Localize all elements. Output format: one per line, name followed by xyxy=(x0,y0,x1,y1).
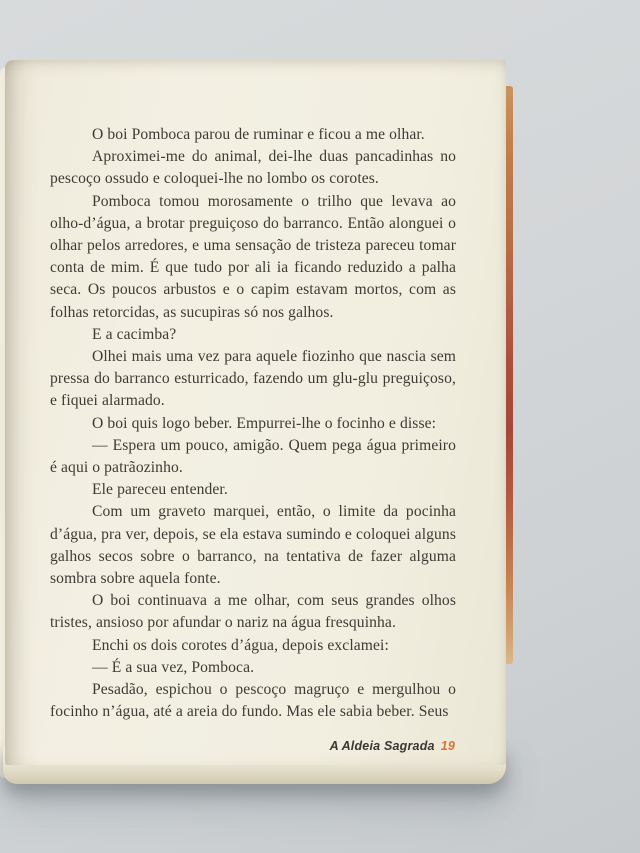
paragraph: Com um graveto marquei, então, o limite da pocinha d’água, pra ver, depois, se ela estava sumindo e coloquei alguns galhos secos sobre o barranco, na tentativa de fazer alguma sombra sobre aquela fonte. xyxy=(50,503,456,588)
paragraph: O boi Pomboca parou de ruminar e ficou a me olhar. xyxy=(92,126,425,143)
paragraph: Olhei mais uma vez para aquele fiozinho que nascia sem pressa do barranco esturricado, fazendo um glu-glu preguiçoso, e fiquei alarmado. xyxy=(50,348,456,410)
book-page xyxy=(5,60,506,765)
paragraph: Enchi os dois corotes d’água, depois exclamei: xyxy=(92,636,389,654)
running-title: A Aldeia Sagrada xyxy=(329,739,435,753)
paragraph-dialogue: — É a sua vez, Pomboca. xyxy=(92,658,255,676)
paragraph-dialogue: — Espera um pouco, amigão. Quem pega água primeiro é aqui o patrãozinho. xyxy=(50,436,456,477)
page-footer xyxy=(330,739,455,753)
paragraph: Pesadão, espichou o pescoço magruço e mergulhou o focinho n’água, até a areia do fundo. Mas ele sabia beber. Seus xyxy=(50,681,456,721)
paragraph: O boi continuava a me olhar, com seus grandes olhos tristes, ansioso por afundar o nariz na água fresquinha. xyxy=(50,592,456,632)
paragraph: E a cacimba? xyxy=(92,325,177,343)
paragraph: O boi quis logo beber. Empurrei-lhe o focinho e disse: xyxy=(92,414,437,432)
paragraph: Ele pareceu entender. xyxy=(92,481,228,499)
paragraph: Pomboca tomou morosamente o trilho que levava ao olho-d’água, a brotar preguiçoso do barranco. Então alonguei o olhar pelos arredores, e uma sensação de tristeza pareceu tomar conta de mim. É que tudo por ali ia ficando reduzido a palha seca. Os poucos arbustos e o capim estavam mortos, com as folhas retorcidas, as sucupiras só nos galhos. xyxy=(50,192,456,321)
page-text-block xyxy=(50,124,456,723)
page-number: 19 xyxy=(440,739,455,753)
paragraph: Aproximei-me do animal, dei-lhe duas pancadinhas no pescoço ossudo e coloquei-lhe no lombo os corotes. xyxy=(50,148,456,188)
